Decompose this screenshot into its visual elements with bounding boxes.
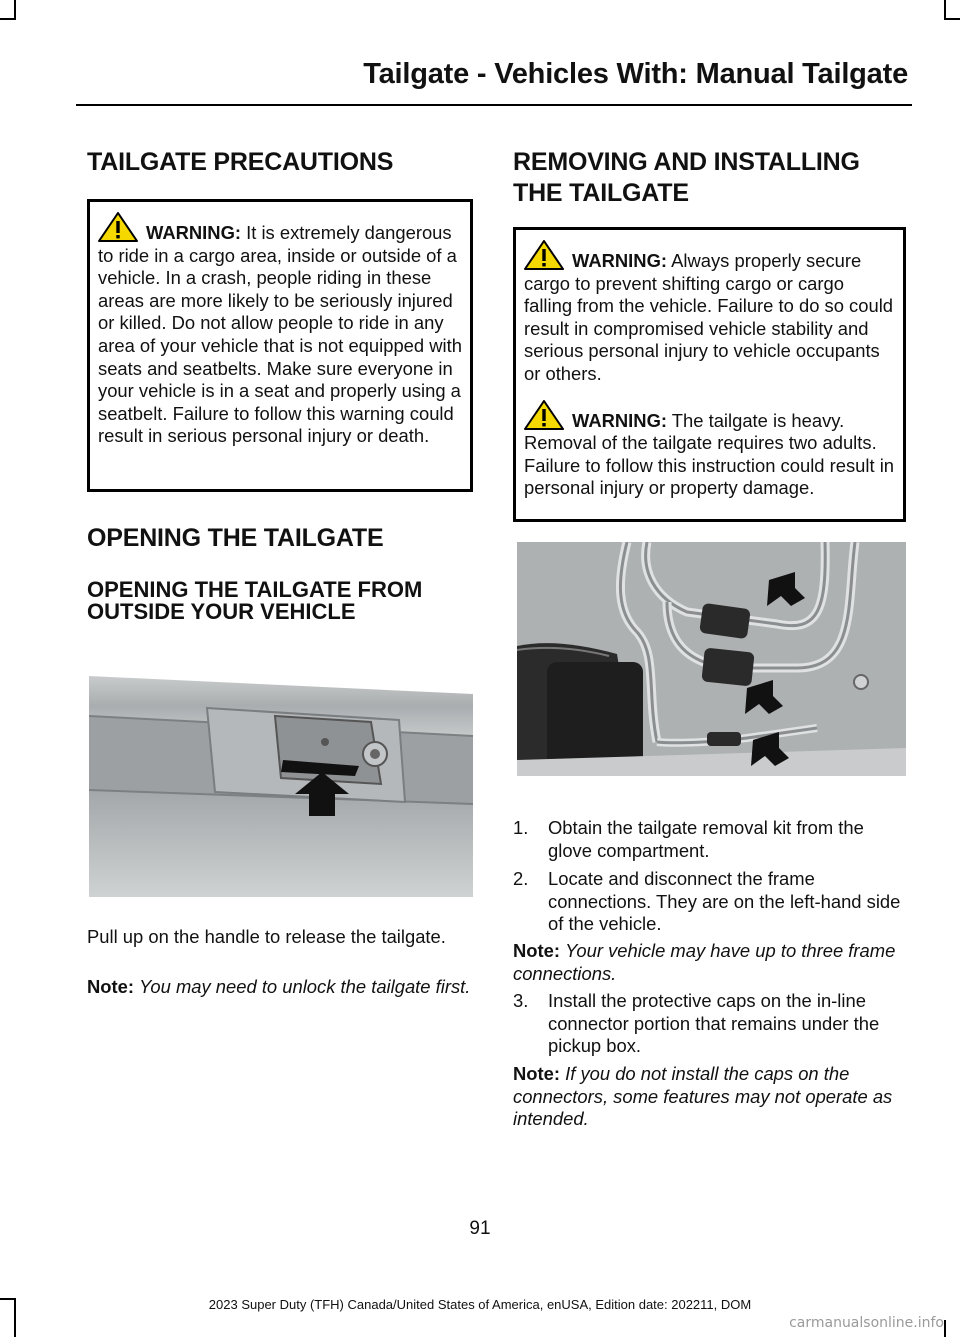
step-item	[513, 817, 906, 862]
frame-connections-illustration	[517, 542, 906, 776]
warning-box-cargo	[87, 199, 473, 492]
step-text: Locate and disconnect the frame connections. They are on the left-hand side of the vehicle.	[548, 868, 901, 935]
warning-paragraph	[98, 212, 462, 448]
warning-paragraph	[524, 400, 895, 500]
footer-edition-text: 2023 Super Duty (TFH) Canada/United States of America, enUSA, Edition date: 202211, DOM	[208, 1297, 752, 1312]
instruction-text: Pull up on the handle to release the tailgate.	[87, 926, 446, 947]
note-unlock	[87, 976, 473, 999]
step-item	[513, 868, 906, 936]
page-number: 91	[469, 1218, 491, 1239]
warning-label: WARNING:	[146, 222, 242, 243]
page-header-title: Tailgate - Vehicles With: Manual Tailgate	[363, 58, 908, 90]
header-divider	[76, 104, 912, 106]
note-text: You may need to unlock the tailgate first.	[139, 976, 471, 997]
step-text: Obtain the tailgate removal kit from the glove compartment.	[548, 817, 864, 861]
warning-paragraph	[524, 240, 895, 386]
note-text: Your vehicle may have up to three frame connections.	[513, 940, 896, 984]
section-heading-opening: OPENING THE TAILGATE	[87, 524, 384, 552]
note-label: Note:	[87, 976, 134, 997]
note-label: Note:	[513, 940, 560, 961]
note-caps	[513, 1063, 906, 1131]
section-heading-precautions: TAILGATE PRECAUTIONS	[87, 148, 394, 176]
step-number: 3.	[513, 990, 529, 1011]
crop-mark	[14, 0, 16, 18]
tailgate-handle-illustration	[89, 676, 473, 897]
section-heading-removing-line1: REMOVING AND INSTALLING	[513, 148, 860, 176]
warning-box-tailgate	[513, 227, 906, 522]
crop-mark	[944, 18, 960, 20]
warning-text: Always properly secure cargo to prevent shifting cargo or cargo falling from the vehicle. Failure to do so could result in compromised vehicle stability and serious personal injury to vehicle occupants or others.	[524, 250, 894, 384]
warning-triangle-icon	[98, 212, 138, 242]
crop-mark	[944, 1320, 946, 1337]
warning-triangle-icon	[524, 240, 564, 270]
step-number: 1.	[513, 817, 529, 838]
note-frame-connections	[513, 940, 906, 985]
step-item	[513, 990, 906, 1058]
watermark-text: carmanualsonline.info	[789, 1315, 944, 1331]
warning-label: WARNING:	[572, 250, 668, 271]
warning-text: It is extremely dangerous to ride in a cargo area, inside or outside of a vehicle. In a crash, people riding in these areas are more likely to be seriously injured or killed. Do not allow people to ride in any area of your vehicle that is not equipped with seats and seatbelts. Make sure everyone in your vehicle is in a seat and properly using a seatbelt. Failure to follow this warning could result in serious personal injury or death.	[98, 222, 462, 447]
crop-mark	[0, 18, 16, 20]
warning-triangle-icon	[524, 400, 564, 430]
step-number: 2.	[513, 868, 529, 889]
warning-text: The tailgate is heavy. Removal of the tailgate requires two adults. Failure to follow this instruction could result in personal injury or property damage.	[524, 409, 895, 499]
subsection-heading-outside: OPENING THE TAILGATE FROM OUTSIDE YOUR VEHICLE	[87, 577, 423, 624]
crop-mark	[944, 0, 946, 18]
step-text: Install the protective caps on the in-line connector portion that remains under the pickup box.	[548, 990, 880, 1057]
note-label: Note:	[513, 1063, 560, 1084]
section-heading-removing-line2: THE TAILGATE	[513, 179, 689, 207]
note-text: If you do not install the caps on the connectors, some features may not operate as intended.	[513, 1063, 893, 1130]
warning-label: WARNING:	[572, 409, 668, 431]
